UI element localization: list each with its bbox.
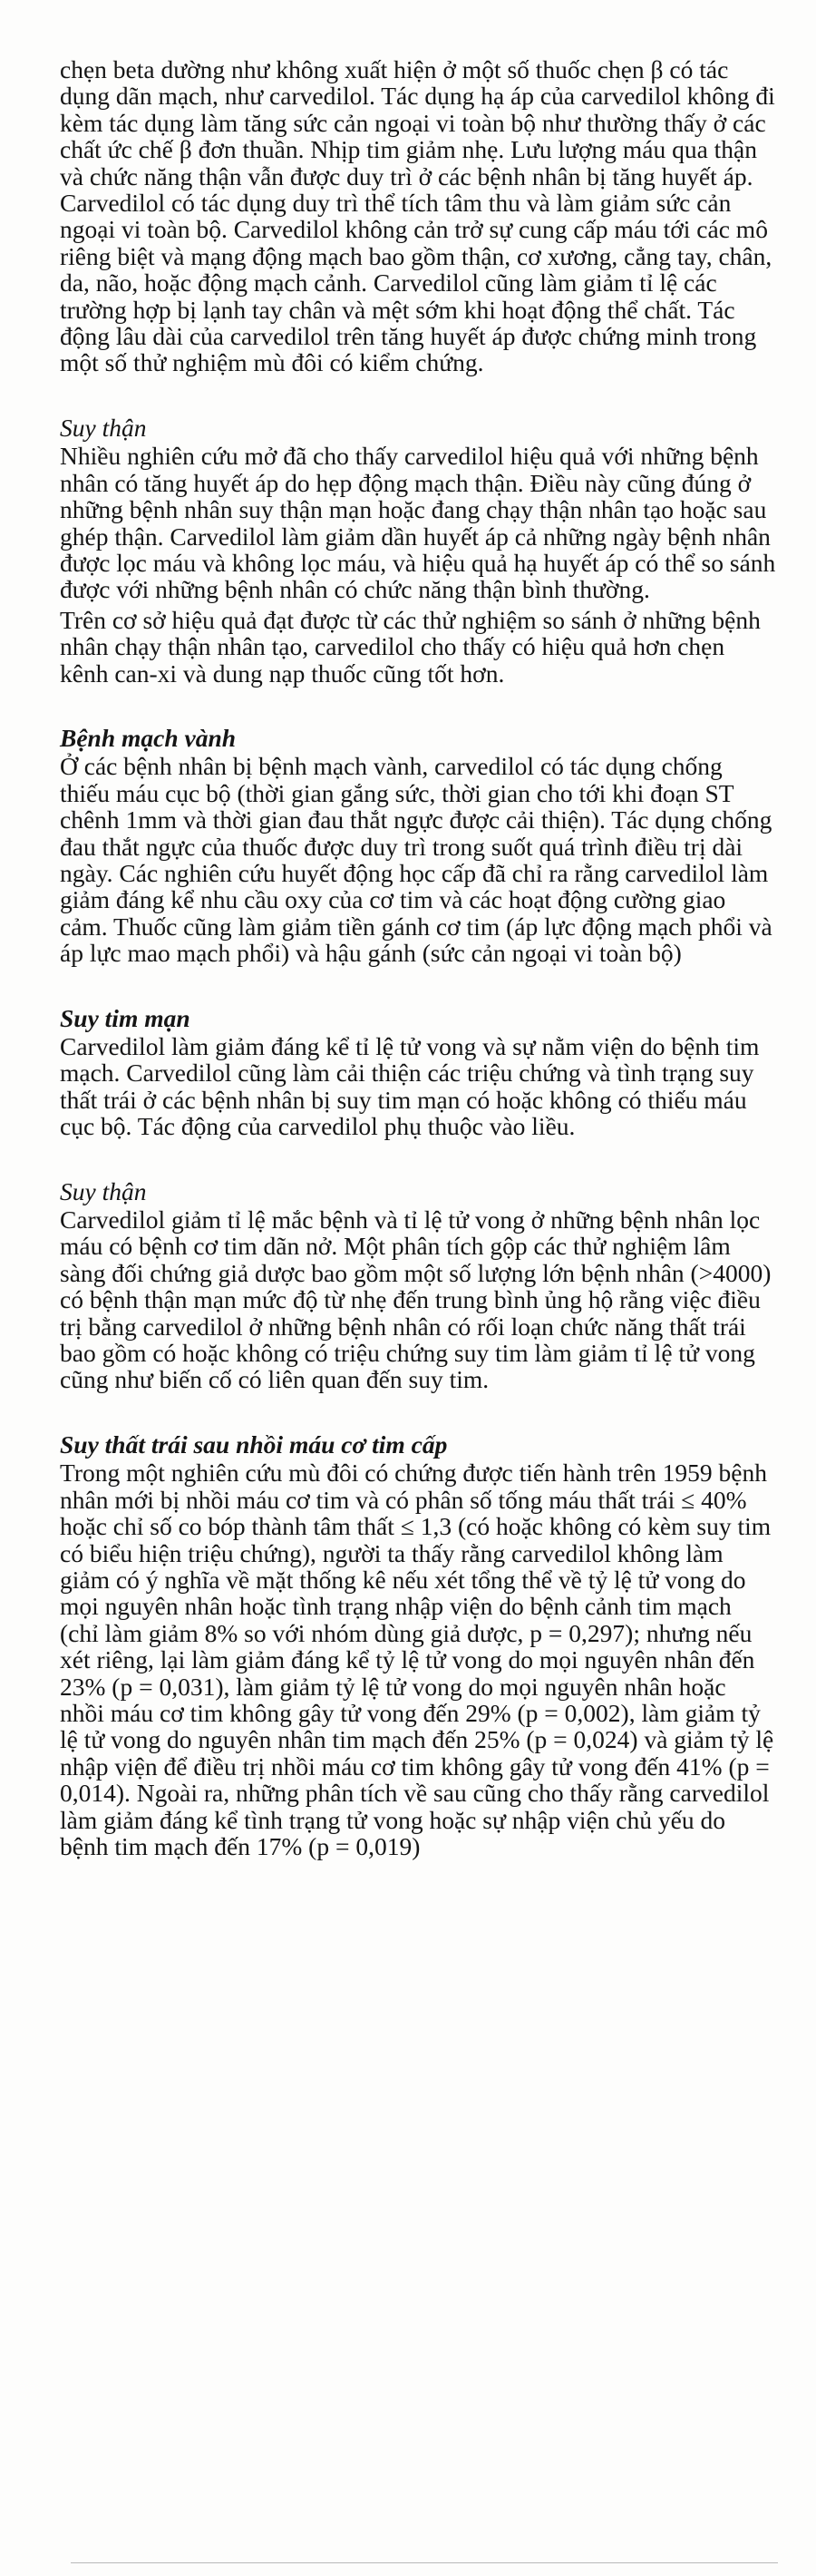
page-bottom-divider: [71, 2562, 778, 2563]
section-paragraph: Nhiều nghiên cứu mở đã cho thấy carvedilol hiệu quả với những bệnh nhân có tăng huyết áp do hẹp động mạch thận. Điều này cũng đúng ở những bệnh nhân suy thận mạn hoặc đang chạy thận nhân tạo hoặc sau ghép thận. Carvedilol làm giảm dần huyết áp cả những ngày bệnh nhân được lọc máu và không lọc máu, và hiệu quả hạ huyết áp có thể so sánh được với những bệnh nhân có chức năng thận bình thường.: [60, 442, 776, 604]
section-suy-than-1: [60, 415, 776, 687]
section-benh-mach-vanh: [60, 725, 776, 967]
section-suy-tim-man: [60, 1005, 776, 1140]
section-heading: Suy thất trái sau nhồi máu cơ tim cấp: [60, 1429, 448, 1459]
section-suy-that-trai: [60, 1431, 776, 1860]
section-heading: Suy tim mạn: [60, 1003, 190, 1032]
section-paragraph: Trong một nghiên cứu mù đôi có chứng được tiến hành trên 1959 bệnh nhân mới bị nhồi máu cơ tim và có phân số tống máu thất trái ≤ 40% hoặc chỉ số co bóp thành tâm thất ≤ 1,3 (có hoặc không có kèm suy tim có biểu hiện triệu chứng), người ta thấy rằng carvedilol không làm giảm có ý nghĩa về mặt thống kê nếu xét tổng thể về tỷ lệ tử vong do mọi nguyên nhân hoặc tình trạng nhập viện do bệnh cảnh tim mạch (chỉ làm giảm 8% so với nhóm dùng giả dược, p = 0,297); nhưng nếu xét riêng, lại làm giảm đáng kể tỷ lệ tử vong do mọi nguyên nhân đến 23% (p = 0,031), làm giảm tỷ lệ tử vong do mọi nguyên nhân hoặc nhồi máu cơ tim không gây tử vong đến 29% (p = 0,002), làm giảm tỷ lệ tử vong do nguyên nhân tim mạch đến 25% (p = 0,024) và giảm tỷ lệ nhập viện để điều trị nhồi máu cơ tim không gây tử vong đến 41% (p = 0,014). Ngoài ra, những phân tích về sau cũng cho thấy rằng carvedilol làm giảm đáng kể tình trạng tử vong hoặc sự nhập viện chủ yếu do bệnh tim mạch đến 17% (p = 0,019): [60, 1459, 774, 1860]
section-paragraph: Carvedilol làm giảm đáng kể tỉ lệ tử vong và sự nằm viện do bệnh tim mạch. Carvedilol cũng làm cải thiện các triệu chứng và tình trạng suy thất trái ở các bệnh nhân bị suy tim mạn có hoặc không có thiếu máu cục bộ. Tác động của carvedilol phụ thuộc vào liều.: [60, 1032, 760, 1141]
intro-paragraph: chẹn beta dường như không xuất hiện ở một số thuốc chẹn β có tác dụng dãn mạch, như carvedilol. Tác dụng hạ áp của carvedilol không đi kèm tác dụng làm tăng sức cản ngoại vi toàn bộ như thường thấy ở các chất ức chế β đơn thuần. Nhịp tim giảm nhẹ. Lưu lượng máu qua thận và chức năng thận vẫn được duy trì ở các bệnh nhân bị tăng huyết áp. Carvedilol có tác dụng duy trì thể tích tâm thu và làm giảm sức cản ngoại vi toàn bộ. Carvedilol không cản trở sự cung cấp máu tới các mô riêng biệt và mạng động mạch bao gồm thận, cơ xương, cẳng tay, chân, da, não, hoặc động mạch cảnh. Carvedilol cũng làm giảm tỉ lệ các trường hợp bị lạnh tay chân và mệt sớm khi hoạt động thể chất. Tác động lâu dài của carvedilol trên tăng huyết áp được chứng minh trong một số thử nghiệm mù đôi có kiểm chứng.: [60, 55, 775, 377]
section-paragraph: Trên cơ sở hiệu quả đạt được từ các thử nghiệm so sánh ở những bệnh nhân chạy thận nhân tạo, carvedilol cho thấy có hiệu quả hơn chẹn kênh can-xi và dung nạp thuốc cũng tốt hơn.: [60, 605, 761, 688]
section-heading: Suy thận: [60, 1176, 147, 1205]
section-heading: Suy thận: [60, 413, 147, 442]
section-paragraph: Carvedilol giảm tỉ lệ mắc bệnh và tỉ lệ tử vong ở những bệnh nhân lọc máu có bệnh cơ tim dãn nở. Một phân tích gộp các thử nghiệm lâm sàng đối chứng giả dược bao gồm một số lượng lớn bệnh nhân (>4000) có bệnh thận mạn mức độ từ nhẹ đến trung bình ủng hộ rằng việc điều trị bằng carvedilol ở những bệnh nhân có rối loạn chức năng thất trái bao gồm có hoặc không có triệu chứng suy tim làm giảm tỉ lệ tử vong cũng như biến cố có liên quan đến suy tim.: [60, 1205, 772, 1394]
section-heading: Bệnh mạch vành: [60, 723, 237, 752]
section-paragraph: Ở các bệnh nhân bị bệnh mạch vành, carvedilol có tác dụng chống thiếu máu cục bộ (thời gian gắng sức, thời gian cho tới khi đoạn ST chênh 1mm và thời gian đau thắt ngực được cải thiện). Tác dụng chống đau thắt ngực của thuốc được duy trì trong suốt quá trình điều trị dài ngày. Các nghiên cứu huyết động học cấp đã chỉ ra rằng carvedilol làm giảm đáng kể nhu cầu oxy của cơ tim và các hoạt động cường giao cảm. Thuốc cũng làm giảm tiền gánh cơ tim (áp lực động mạch phổi và áp lực mao mạch phổi) và hậu gánh (sức cản ngoại vi toàn bộ): [60, 752, 772, 968]
document-body: [60, 56, 776, 1859]
section-suy-than-2: [60, 1178, 776, 1393]
